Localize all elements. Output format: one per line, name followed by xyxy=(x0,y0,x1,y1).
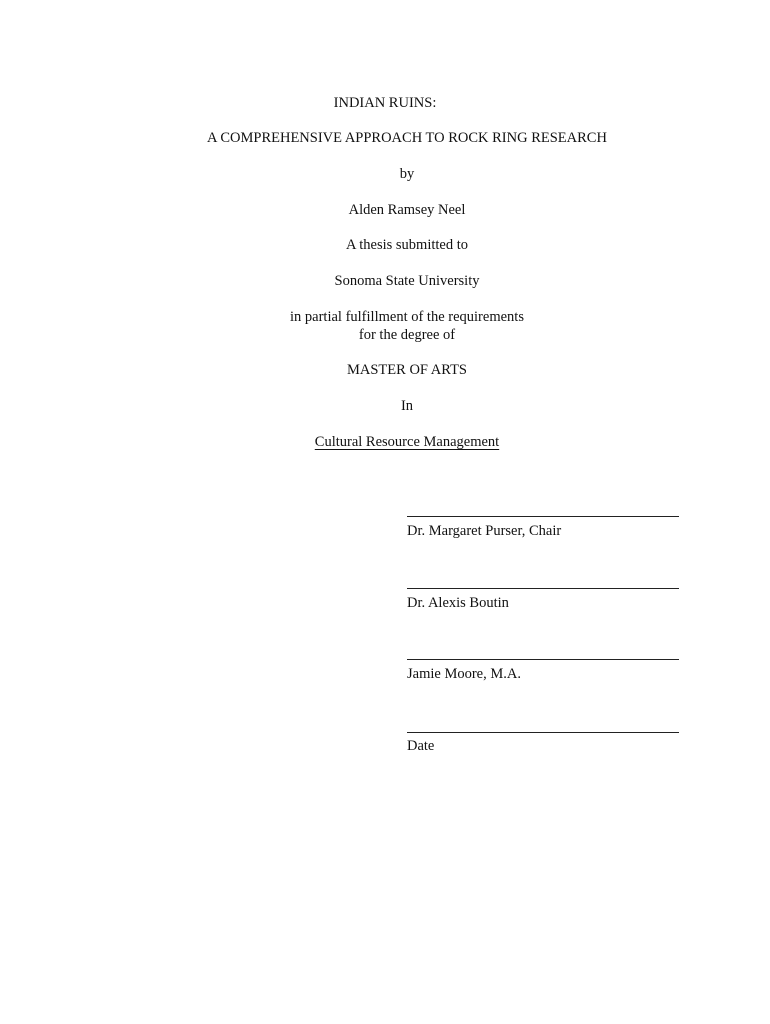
author-name: Alden Ramsey Neel xyxy=(348,202,466,218)
signature-label: Dr. Alexis Boutin xyxy=(407,595,509,611)
field-of-study xyxy=(22,433,770,451)
signature-line xyxy=(407,588,679,589)
requirements-line-1: in partial fulfillment of the requirements xyxy=(290,309,524,325)
degree-name: MASTER OF ARTS xyxy=(347,362,467,378)
signature-line xyxy=(407,659,679,660)
university-name: Sonoma State University xyxy=(334,273,480,289)
by-text: by xyxy=(399,166,415,182)
signature-line xyxy=(407,732,679,733)
title-line-1: INDIAN RUINS: xyxy=(333,95,437,111)
requirements-line-2: for the degree of xyxy=(358,327,456,343)
field-of-study-text: Cultural Resource Management xyxy=(314,434,500,450)
signature-label: Dr. Margaret Purser, Chair xyxy=(407,523,562,539)
signature-label: Jamie Moore, M.A. xyxy=(407,666,521,682)
signature-line xyxy=(407,516,679,517)
date-label: Date xyxy=(407,738,435,754)
in-text: In xyxy=(400,398,414,414)
submission-text: A thesis submitted to xyxy=(345,237,469,253)
title-line-2: A COMPREHENSIVE APPROACH TO ROCK RING RESEARCH xyxy=(207,130,607,146)
